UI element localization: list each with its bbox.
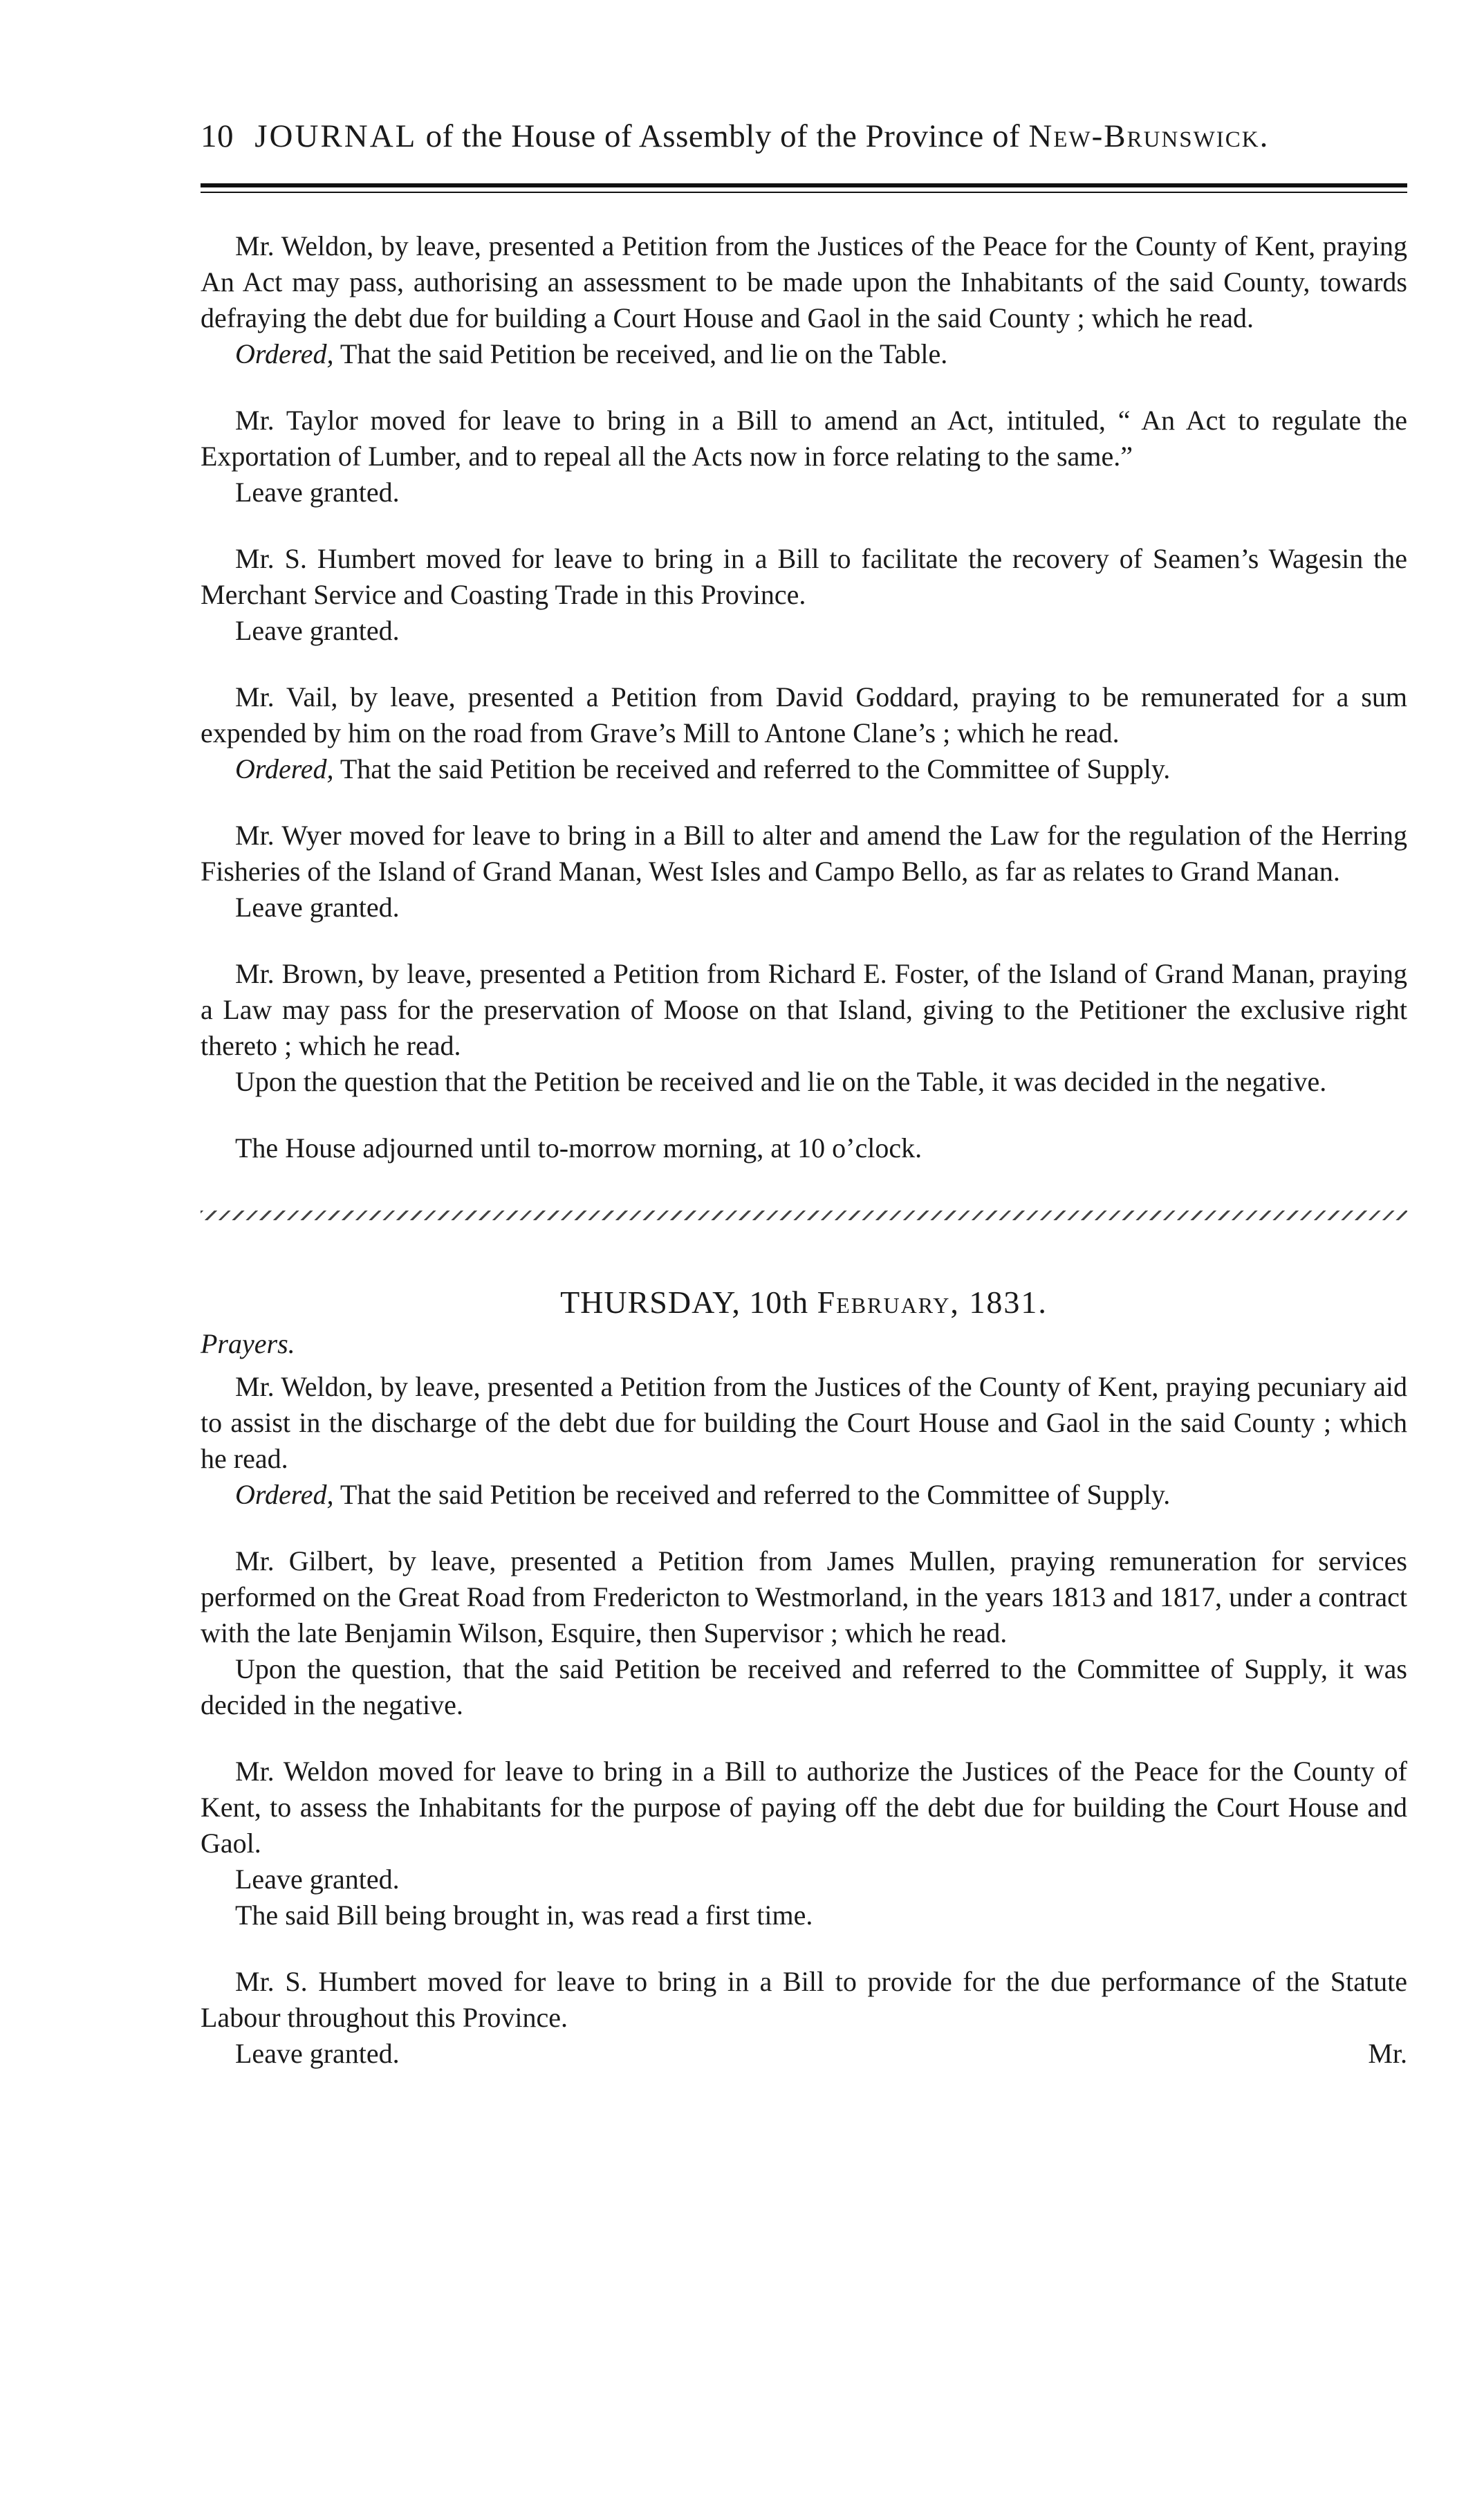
day-heading-date: 10th <box>749 1285 809 1320</box>
entry-brown-petition-question: Upon the question that the Petition be received and lie on the Table, it was decided in the negative. <box>235 1066 1327 1097</box>
day-heading-day: THURSDAY, <box>560 1285 741 1320</box>
catchword: Mr. <box>1368 2038 1407 2069</box>
header-rule-thick <box>201 183 1407 187</box>
entry-gilbert-petition-text: Mr. Gilbert, by leave, presented a Petition from James Mullen, praying remuneration for services performed on the Great Road from Fredericton to Westmorland, in the years 1813 and 1817, under a contract with the late Benjamin Wilson, Esquire, then Supervisor ; which he read. <box>201 1545 1407 1648</box>
entry-humbert-seamen-text: Mr. S. Humbert moved for leave to bring in a Bill to facilitate the recovery of Seamen’s Wagesin the Merchant Service and Coasting Trade in this Province. <box>201 543 1407 610</box>
entry-vail-petition-ordered <box>201 751 1407 787</box>
ordered-label: Ordered, <box>235 338 334 369</box>
prayers-label: Prayers. <box>201 1328 295 1359</box>
header-rule-thin <box>201 192 1407 193</box>
entry-weldon-bill-text: Mr. Weldon moved for leave to bring in a Bill to authorize the Justices of the Peace for the County of Kent, to assess the Inhabitants for the purpose of paying off the debt due for building the Court House and Gaol. <box>201 1756 1407 1859</box>
entry-vail-petition-text: Mr. Vail, by leave, presented a Petition from David Goddard, praying to be remunerated for a sum expended by him on the road from Grave’s Mill to Antone Clane’s ; which he read. <box>201 681 1407 748</box>
ordered-label: Ordered, <box>235 1479 334 1510</box>
journal-word: JOURNAL <box>254 118 418 154</box>
page-number: 10 <box>201 118 234 154</box>
entry-taylor-bill-text: Mr. Taylor moved for leave to bring in a Bill to amend an Act, intituled, “ An Act to regulate the Exportation of Lumber, and to repeal all the Acts now in force relating to the same.” <box>201 405 1407 472</box>
header-title: of the House of Assembly of the Province of <box>425 118 1021 154</box>
entry-humbert-statute-text: Mr. S. Humbert moved for leave to bring in a Bill to provide for the due performance of the Statute Labour throughout this Province. <box>201 1966 1407 2033</box>
entry-weldon-bill-read: The said Bill being brought in, was read a first time. <box>235 1900 813 1931</box>
ordered-text: That the said Petition be received and referred to the Committee of Supply. <box>340 753 1171 784</box>
running-header <box>201 118 1411 155</box>
day-heading <box>201 1284 1407 1321</box>
ordered-label: Ordered, <box>235 753 334 784</box>
entry-wyer-leave: Leave granted. <box>235 892 400 923</box>
last-line <box>201 2036 1407 2072</box>
ordered-text: That the said Petition be received, and lie on the Table. <box>340 338 948 369</box>
adjournment-notice: The House adjourned until to-morrow morning, at 10 o’clock. <box>235 1132 922 1164</box>
entry-weldon-kent-petition-text: Mr. Weldon, by leave, presented a Petition from the Justices of the County of Kent, praying pecuniary aid to assist in the discharge of the debt due for building the Court House and Gaol in the said County ; which he read. <box>201 1371 1407 1474</box>
header-province: New-Brunswick. <box>1028 118 1270 154</box>
entry-humbert-statute-leave: Leave granted. <box>235 2038 400 2069</box>
section-divider <box>201 1211 1407 1220</box>
page-content <box>201 228 1407 2072</box>
entry-taylor-leave: Leave granted. <box>235 477 400 508</box>
entry-wyer-bill-text: Mr. Wyer moved for leave to bring in a Bill to alter and amend the Law for the regulation of the Herring Fisheries of the Island of Grand Manan, West Isles and Campo Bello, as far as relates to Grand Manan. <box>201 820 1407 887</box>
entry-weldon-bill-leave: Leave granted. <box>235 1864 400 1895</box>
entry-weldon-petition-ordered <box>201 336 1407 372</box>
entry-weldon-petition-text: Mr. Weldon, by leave, presented a Petition from the Justices of the Peace for the County of Kent, praying An Act may pass, authorising an assessment to be made upon the Inhabitants of the said County, towards defraying the debt due for building a Court House and Gaol in the said County ; which he read. <box>201 230 1407 333</box>
entry-brown-petition-text: Mr. Brown, by leave, presented a Petition from Richard E. Foster, of the Island of Grand Manan, praying a Law may pass for the preservation of Moose on that Island, giving to the Petitioner the exclusive right thereto ; which he read. <box>201 958 1407 1061</box>
ordered-text: That the said Petition be received and referred to the Committee of Supply. <box>340 1479 1171 1510</box>
entry-gilbert-petition-question: Upon the question, that the said Petition be received and referred to the Committee of Supply, it was decided in the negative. <box>201 1653 1407 1720</box>
entry-weldon-kent-petition-ordered <box>201 1477 1407 1513</box>
day-heading-month: February, 1831. <box>817 1285 1048 1320</box>
entry-humbert-seamen-leave: Leave granted. <box>235 615 400 646</box>
